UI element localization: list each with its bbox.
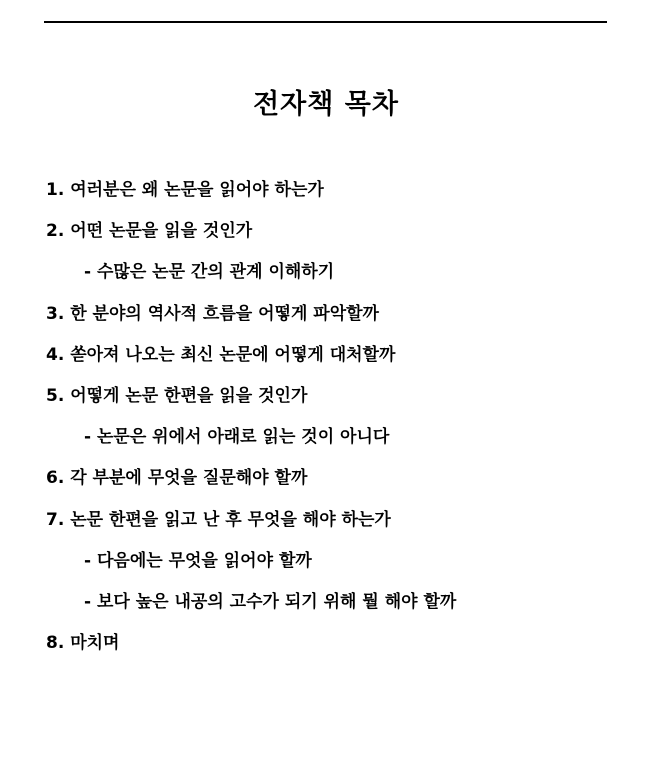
toc-item-2: 2. 어떤 논문을 읽을 것인가 <box>46 221 253 242</box>
toc-subitem-5-1: - 논문은 위에서 아래로 읽는 것이 아니다 <box>84 427 390 448</box>
toc-subitem-7-2: - 보다 높은 내공의 고수가 되기 위해 뭘 해야 할까 <box>84 591 457 612</box>
toc-item-1: 1. 여러분은 왜 논문을 읽어야 하는가 <box>46 180 324 200</box>
toc-subitem-2-1: - 수많은 논문 간의 관계 이해하기 <box>84 262 335 283</box>
toc-item-5: 5. 어떻게 논문 한편을 읽을 것인가 <box>46 385 308 406</box>
toc-item-7: 7. 논문 한편을 읽고 난 후 무엇을 해야 하는가 <box>46 509 391 530</box>
toc-subitem-7-1: - 다음에는 무엇을 읽어야 할까 <box>84 550 312 571</box>
table-of-contents <box>46 170 626 664</box>
toc-item-4: 4. 쏟아져 나오는 최신 논문에 어떻게 대처할까 <box>46 344 396 365</box>
page-title: 전자책 목차 <box>253 89 399 120</box>
toc-item-6: 6. 각 부분에 무엇을 질문해야 할까 <box>46 468 308 489</box>
top-divider <box>44 21 607 23</box>
toc-item-8: 8. 마치며 <box>46 633 120 654</box>
toc-item-3: 3. 한 분야의 역사적 흐름을 어떻게 파악할까 <box>46 303 379 324</box>
